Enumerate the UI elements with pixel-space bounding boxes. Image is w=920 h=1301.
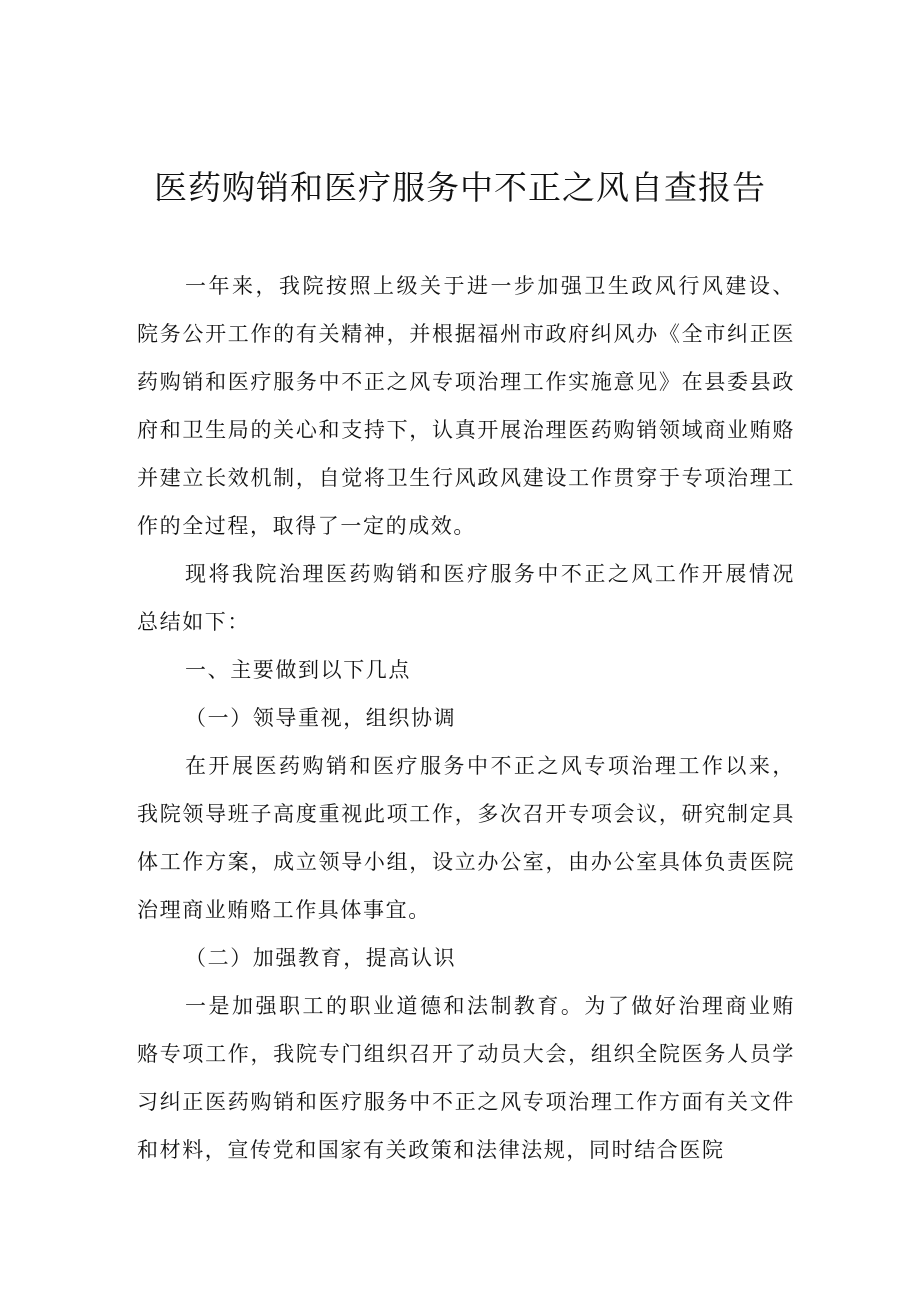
subsection-heading-2: （二）加强教育，提高认识 xyxy=(185,946,457,970)
document-title: 医药购销和医疗服务中不正之风自查报告 xyxy=(154,168,766,207)
education-paragraph: 一是加强职工的职业道德和法制教育。为了做好治理商业贿赂专项工作，我院专门组织召开了动员大会，组织全院医务人员学习纠正医药购销和医疗服务中不正之风专项治理工作方面有关文件和材料，宣传党和国家有关政策和法律法规，同时结合医院 xyxy=(137,994,795,1162)
leadership-paragraph: 在开展医药购销和医疗服务中不正之风专项治理工作以来，我院领导班子高度重视此项工作，多次召开专项会议，研究制定具体工作方案，成立领导小组，设立办公室，由办公室具体负责医院治理商业贿赂工作具体事宜。 xyxy=(137,754,795,922)
subsection-heading-1: （一）领导重视，组织协调 xyxy=(185,706,457,730)
summary-paragraph: 现将我院治理医药购销和医疗服务中不正之风工作开展情况总结如下： xyxy=(137,562,795,634)
intro-paragraph: 一年来，我院按照上级关于进一步加强卫生政风行风建设、院务公开工作的有关精神，并根据福州市政府纠风办《全市纠正医药购销和医疗服务中不正之风专项治理工作实施意见》在县委县政府和卫生局的关心和支持下，认真开展治理医药购销领域商业贿赂并建立长效机制，自觉将卫生行风政风建设工作贯穿于专项治理工作的全过程，取得了一定的成效。 xyxy=(137,274,795,538)
section-heading-1: 一、主要做到以下几点 xyxy=(185,658,411,682)
